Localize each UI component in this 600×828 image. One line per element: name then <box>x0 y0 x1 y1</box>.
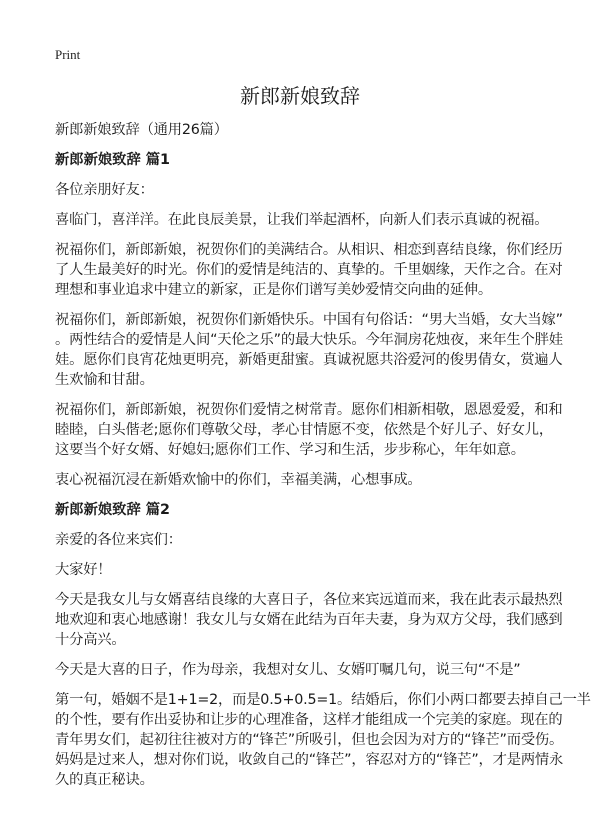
paragraph <box>55 310 563 390</box>
text-line: 新郎新娘致辞 篇1 <box>55 152 171 168</box>
print-link[interactable]: Print <box>55 47 81 62</box>
text-line: 衷心祝福沉浸在新婚欢愉中的你们，幸福美满，心想事成。 <box>55 472 422 488</box>
text-line: 妈妈是过来人，想对你们说，收敛自己的“锋芒”，容忍对方的“锋芒”，才是两情永 <box>55 752 564 768</box>
text-line: 亲爱的各位来宾们： <box>55 532 182 548</box>
paragraph <box>55 690 591 790</box>
text-line: 祝福你们，新郎新娘，祝贺你们新婚快乐。中国有句俗话：“男大当婚，女大当嫁” <box>55 312 563 328</box>
text-line: 各位亲朋好友： <box>55 182 154 198</box>
paragraph <box>55 470 555 490</box>
paragraph <box>55 210 555 230</box>
text-line: 理想和事业追求中建立的新家，正是你们谱写美妙爱情交向曲的延伸。 <box>55 282 492 298</box>
paragraph <box>55 240 563 300</box>
paragraph <box>55 660 555 680</box>
paragraph <box>55 400 563 460</box>
text-line: 睦睦，白头偕老;愿你们尊敬父母，孝心甘情愿不变，依然是个好儿子、好女儿， <box>55 422 554 438</box>
paragraph <box>55 560 555 580</box>
paragraph <box>55 180 555 200</box>
text-line: 这要当个好女婿、好媳妇;愿你们工作、学习和生活，步步称心，年年如意。 <box>55 442 525 458</box>
text-line: 地欢迎和衷心地感谢！我女儿与女婿在此结为百年夫妻，身为双方父母，我们感到 <box>55 612 563 628</box>
text-line: 大家好！ <box>55 562 112 578</box>
text-line: 第一句，婚姻不是1+1=2，而是0.5+0.5=1。结婚后，你们小两口都要去掉自己一半 <box>55 692 591 708</box>
text-line: 的个性，要有作出妥协和让步的心理准备，这样才能组成一个完美的家庭。现在的 <box>55 712 563 728</box>
text-line: 今天是我女儿与女婿喜结良缘的大喜日子，各位来宾远道而来，我在此表示最热烈 <box>55 592 563 608</box>
text-line: 了人生最美好的时光。你们的爱情是纯洁的、真挚的。千里姻缘，天作之合。在对 <box>55 262 563 278</box>
text-line: 今天是大喜的日子，作为母亲，我想对女儿、女婿叮嘱几句，说三句“不是” <box>55 662 521 678</box>
text-line: 祝福你们，新郎新娘，祝贺你们爱情之树常青。愿你们相新相敬，恩恩爱爱，和和 <box>55 402 563 418</box>
text-line: 新郎新娘致辞（通用26篇） <box>55 122 228 138</box>
text-line: 生欢愉和甘甜。 <box>55 372 154 388</box>
text-line: 喜临门，喜洋洋。在此良辰美景，让我们举起酒杯，向新人们表示真诚的祝福。 <box>55 212 549 228</box>
section-heading <box>55 150 555 170</box>
paragraph <box>55 530 555 550</box>
text-line: 。两性结合的爱情是人间“天伦之乐”的最大快乐。今年洞房花烛夜，来年生个胖娃 <box>55 332 563 348</box>
text-line: 久的真正秘诀。 <box>55 772 154 788</box>
paragraph <box>55 120 555 140</box>
section-heading <box>55 500 555 520</box>
text-line: 娃。愿你们良宵花烛更明亮，新婚更甜蜜。真诚祝愿共浴爱河的俊男倩女，赏遍人 <box>55 352 563 368</box>
text-line: 祝福你们，新郎新娘，祝贺你们的美满结合。从相识、相恋到喜结良缘，你们经历 <box>55 242 563 258</box>
text-line: 青年男女们，起初往往被对方的“锋芒”所吸引，但也会因为对方的“锋芒”而受伤。 <box>55 732 564 748</box>
text-line: 十分高兴。 <box>55 632 126 648</box>
text-line: 新郎新娘致辞 篇2 <box>55 502 171 518</box>
page-title: 新郎新娘致辞 <box>240 84 360 108</box>
paragraph <box>55 590 563 650</box>
document-body <box>55 120 591 800</box>
